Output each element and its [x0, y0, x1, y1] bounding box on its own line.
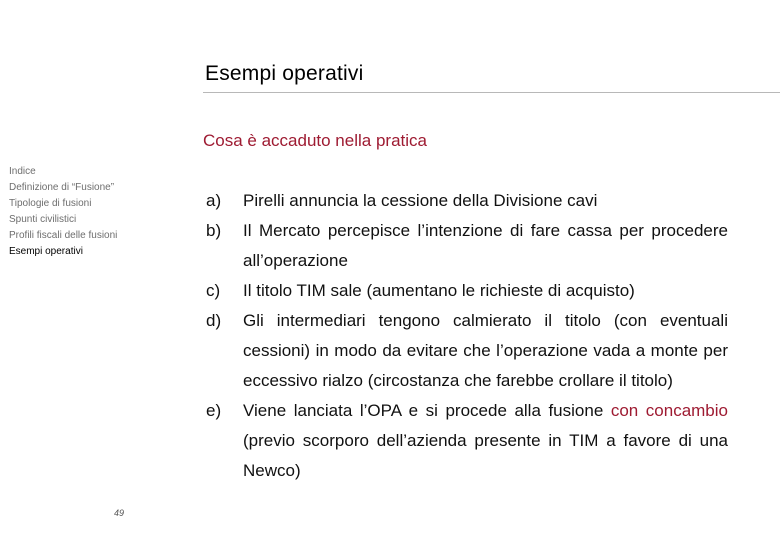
list-item-text: Pirelli annuncia la cessione della Divisione cavi [243, 191, 598, 210]
list-marker: a) [206, 191, 222, 210]
sidebar-item-esempi-operativi[interactable]: Esempi operativi [9, 246, 83, 257]
list-marker: e) [206, 401, 222, 420]
sidebar-nav [9, 164, 179, 260]
title-divider [203, 92, 780, 93]
sidebar-item-tipologie[interactable]: Tipologie di fusioni [9, 198, 92, 209]
list-item [206, 276, 728, 306]
list-item-text [243, 396, 728, 486]
page-number: 49 [114, 508, 125, 518]
sidebar-item-profili-fiscali[interactable]: Profili fiscali delle fusioni [9, 230, 118, 241]
list-item-text: Il Mercato percepisce l’intenzione di fare cassa per procedere all’operazione [243, 221, 728, 270]
list-item [206, 306, 728, 396]
list-marker: c) [206, 281, 221, 300]
highlight-text: con concambio [610, 401, 728, 420]
list-marker: b) [206, 221, 222, 240]
list-item-text: Il titolo TIM sale (aumentano le richieste di acquisto) [243, 281, 635, 300]
sidebar-item-definizione[interactable]: Definizione di “Fusione” [9, 182, 115, 193]
sidebar-item-indice[interactable]: Indice [9, 166, 36, 177]
sidebar-item-spunti[interactable]: Spunti civilistici [9, 214, 77, 225]
list-item [206, 396, 728, 486]
list-item [206, 216, 728, 276]
list-item-text-before: Viene lanciata l’OPA e si procede alla fusione [243, 401, 611, 420]
list-item [206, 186, 728, 216]
content-list [206, 186, 728, 486]
list-marker: d) [206, 311, 222, 330]
list-item-text: Gli intermediari tengono calmierato il titolo (con eventuali cessioni) in modo da evitare che l’operazione vada a monte per eccessivo rialzo (circostanza che farebbe crollare il titolo) [243, 311, 728, 390]
section-subtitle: Cosa è accaduto nella pratica [203, 131, 427, 150]
page-title: Esempi operativi [205, 62, 364, 85]
list-item-text-after: (previo scorporo dell’azienda presente in TIM a favore di una Newco) [243, 431, 728, 480]
